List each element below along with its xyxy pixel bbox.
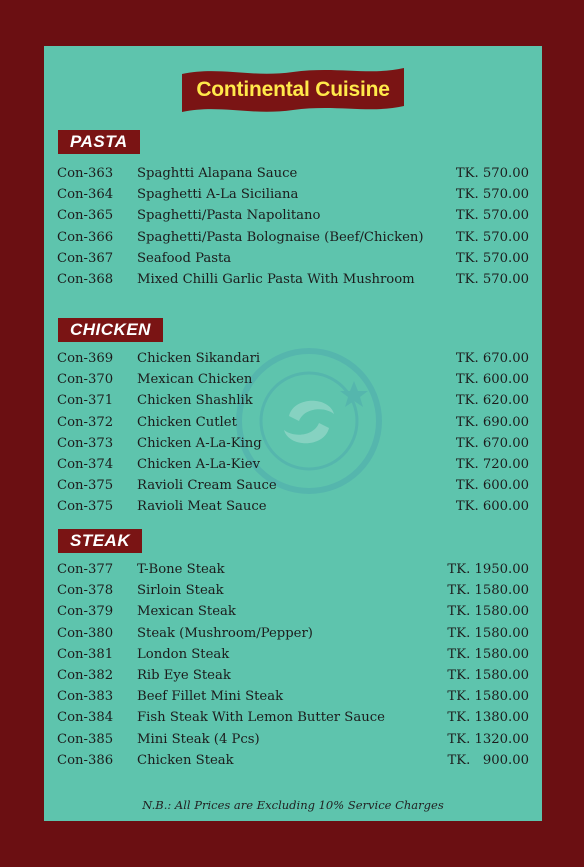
item-code: Con-364 bbox=[57, 187, 114, 203]
item-price: TK. 1320.00 bbox=[447, 731, 529, 747]
item-code: Con-380 bbox=[57, 625, 114, 641]
list-item bbox=[56, 390, 530, 411]
list-item bbox=[56, 686, 530, 707]
item-name: Beef Fillet Mini Steak bbox=[137, 689, 284, 705]
list-item bbox=[56, 369, 530, 390]
item-name: Spaghetti/Pasta Bolognaise (Beef/Chicken) bbox=[137, 229, 424, 245]
item-name: Mexican Steak bbox=[137, 604, 236, 620]
item-name: Seafood Pasta bbox=[137, 250, 232, 266]
item-name: T-Bone Steak bbox=[137, 562, 225, 577]
item-name: Mixed Chilli Garlic Pasta With Mushroom bbox=[137, 271, 415, 287]
item-code: Con-375 bbox=[57, 478, 114, 494]
item-price: TK. 690.00 bbox=[455, 414, 529, 430]
item-price: TK. 1580.00 bbox=[447, 625, 529, 641]
item-code: Con-374 bbox=[57, 456, 114, 472]
item-name: Steak (Mushroom/Pepper) bbox=[137, 625, 313, 641]
list-item bbox=[56, 601, 530, 622]
item-name: London Steak bbox=[137, 646, 230, 662]
steak-list bbox=[56, 559, 530, 771]
list-item bbox=[56, 623, 530, 644]
item-price: TK. 1580.00 bbox=[447, 646, 529, 662]
item-price: TK. 570.00 bbox=[455, 229, 529, 245]
list-item bbox=[56, 496, 530, 517]
item-code: Con-373 bbox=[57, 435, 114, 451]
item-price: TK. 570.00 bbox=[455, 250, 529, 266]
list-item bbox=[56, 269, 530, 290]
list-item bbox=[56, 580, 530, 601]
list-item bbox=[56, 433, 530, 454]
item-code: Con-367 bbox=[57, 250, 114, 266]
item-price: TK. 570.00 bbox=[455, 271, 529, 287]
item-name: Chicken Steak bbox=[137, 752, 234, 768]
service-charge-note: N.B.: All Prices are Excluding 10% Service Charges bbox=[142, 798, 444, 812]
list-item bbox=[56, 665, 530, 686]
item-name: Ravioli Meat Sauce bbox=[137, 499, 267, 515]
list-item bbox=[56, 729, 530, 750]
item-code: Con-372 bbox=[57, 414, 114, 430]
list-item bbox=[56, 248, 530, 269]
item-name: Chicken Cutlet bbox=[137, 414, 237, 430]
list-item bbox=[56, 205, 530, 226]
item-price: TK. 570.00 bbox=[455, 187, 529, 203]
item-name: Fish Steak With Lemon Butter Sauce bbox=[137, 710, 385, 726]
item-price: TK. 600.00 bbox=[455, 478, 529, 494]
page-title: Continental Cuisine bbox=[196, 78, 390, 101]
item-code: Con-366 bbox=[57, 229, 114, 245]
item-name: Chicken A-La-Kiev bbox=[137, 456, 261, 472]
item-price: TK. 600.00 bbox=[455, 372, 529, 388]
item-name: Chicken Sikandari bbox=[137, 351, 261, 366]
item-name: Rib Eye Steak bbox=[137, 667, 231, 683]
item-price: TK. 1950.00 bbox=[447, 562, 529, 577]
item-price: TK. 620.00 bbox=[455, 393, 529, 409]
item-price: TK. 1580.00 bbox=[447, 604, 529, 620]
item-code: Con-385 bbox=[57, 731, 114, 747]
item-price: TK. 1580.00 bbox=[447, 667, 529, 683]
item-code: Con-381 bbox=[57, 646, 114, 662]
item-name: Spaghtti Alapana Sauce bbox=[137, 166, 298, 181]
item-price: TK. 900.00 bbox=[447, 752, 529, 768]
item-code: Con-363 bbox=[57, 166, 114, 181]
list-item bbox=[56, 412, 530, 433]
item-price: TK. 670.00 bbox=[455, 351, 529, 366]
item-name: Chicken Shashlik bbox=[137, 393, 253, 409]
list-item bbox=[56, 227, 530, 248]
list-item bbox=[56, 644, 530, 665]
item-name: Spaghetti A-La Siciliana bbox=[137, 187, 299, 203]
item-price: TK. 1580.00 bbox=[447, 689, 529, 705]
item-name: Mini Steak (4 Pcs) bbox=[137, 731, 260, 747]
item-code: Con-371 bbox=[57, 393, 114, 409]
title-banner bbox=[180, 66, 406, 114]
item-code: Con-384 bbox=[57, 710, 114, 726]
list-item bbox=[56, 475, 530, 496]
menu-panel bbox=[44, 46, 542, 821]
item-name: Chicken A-La-King bbox=[137, 435, 262, 451]
item-price: TK. 1580.00 bbox=[447, 583, 529, 599]
item-code: Con-370 bbox=[57, 372, 114, 388]
item-name: Mexican Chicken bbox=[137, 372, 253, 388]
item-name: Ravioli Cream Sauce bbox=[137, 478, 277, 494]
item-code: Con-368 bbox=[57, 271, 114, 287]
list-item bbox=[56, 348, 530, 369]
item-code: Con-383 bbox=[57, 689, 114, 705]
section-tab-chicken: CHICKEN bbox=[58, 318, 163, 342]
list-item bbox=[56, 454, 530, 475]
item-code: Con-365 bbox=[57, 208, 114, 224]
chicken-list bbox=[56, 348, 530, 518]
pasta-list bbox=[56, 163, 530, 290]
list-item bbox=[56, 559, 530, 580]
list-item bbox=[56, 163, 530, 184]
item-price: TK. 570.00 bbox=[455, 166, 529, 181]
item-price: TK. 670.00 bbox=[455, 435, 529, 451]
section-tab-steak: STEAK bbox=[58, 529, 142, 553]
list-item bbox=[56, 184, 530, 205]
list-item bbox=[56, 707, 530, 728]
item-code: Con-378 bbox=[57, 583, 114, 599]
item-code: Con-377 bbox=[57, 562, 114, 577]
item-price: TK. 600.00 bbox=[455, 499, 529, 515]
section-tab-pasta: PASTA bbox=[58, 130, 140, 154]
list-item bbox=[56, 750, 530, 771]
item-price: TK. 1380.00 bbox=[447, 710, 529, 726]
item-name: Sirloin Steak bbox=[137, 583, 224, 599]
item-price: TK. 720.00 bbox=[455, 456, 529, 472]
item-code: Con-386 bbox=[57, 752, 114, 768]
item-code: Con-382 bbox=[57, 667, 114, 683]
item-code: Con-375 bbox=[57, 499, 114, 515]
item-price: TK. 570.00 bbox=[455, 208, 529, 224]
item-code: Con-379 bbox=[57, 604, 114, 620]
item-code: Con-369 bbox=[57, 351, 114, 366]
item-name: Spaghetti/Pasta Napolitano bbox=[137, 208, 321, 224]
